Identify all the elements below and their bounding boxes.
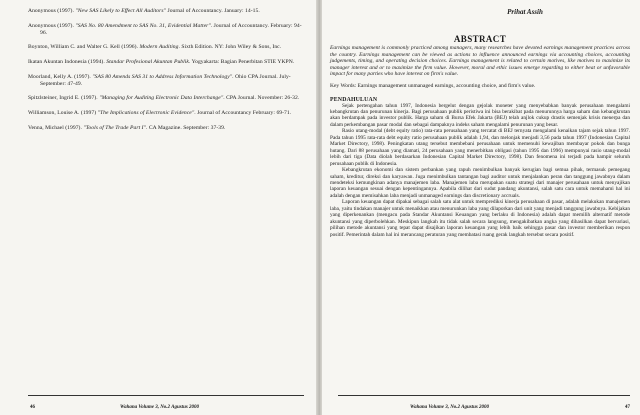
body-paragraph: Laporan keuangan dapat dipakai sebagai salah satu alat untuk memprediksi kinerja perusahaan di pasar, adalah melakukan manajemen laba, yaitu tindakan manajer untuk menaikkan atau menurunkan laba yang dilaporkan dari unit yang menjadi tanggung jawabnya. Kebijakan yang diperkenankan (mengacu pada Standar Akuntansi Keuangan yang berlaku di Indonesia) adalah dapat memilih alternatif metode akuntansi yang diperbolehkan. Meskipun langkah itu tidak salah secara langsung, mengakibatkan angka yang dihasilkan dapat bervariasi, pilihan metode akuntansi yang tepat dapat disajikan laporan keuangan yang lebih baik sehingga pasar dan investor memberikan respon positif. Pemerintah dalam hal ini merancang peraturan yang membatasi ruang gerak langkah tersebut secara positif. [330,199,630,238]
body-paragraph: Kebangkrutan ekonomi dan sistem perbankan yang rapuh menimbulkan banyak kerugian bagi semua pihak, termasuk pemegang saham, kreditur, direksi dan karyawan. Juga menimbulkan tantangan bagi auditor untuk menjalankan peran dan tanggung jawabnya dalam mendeteksi kemungkinan adanya manajemen laba. Manajemen laba merupakan suatu strategi dari manajer perusahaan untuk menyajikan laporan keuangan sesuai dengan kepentingannya. Apabila dilihat dari sudut pandang akuntansi, salah satu cara untuk memahami hal ini adalah dengan memisahkan laba menjadi unmanaged earnings dan discretionary accruals. [330,167,630,199]
journal-footer-right: Wahana Volume 3, No.2 Agustus 2000 [410,405,490,410]
abstract-text: Earnings management is commonly practiced among managers, many researches have devoted earnings management practices across the country. Earnings management can be viewed as actions to influence announced earnings via accounting choices, accounting judgements, timing, and operating decision choices. Earnings management is related to certain motives, like motives to maximize its manager interest and or to maximize the firm value. However, moral and ethic issues emerge regarding to either beat or unfavorable impact for many parties who have interest on firm's value. [330,45,630,78]
reference-item: Venna, Michael (1997). "Tools of The Trade Part I". CA Magazine. September: 37-39. [28,124,226,131]
right-page [322,0,640,415]
reference-item: Anonymous (1997). "New SAS Likely to Effect All Auditors" Journal of Accountancy. January: 14-15. [28,8,260,14]
running-header-author: Prihat Assih [507,8,543,16]
abstract-heading: ABSTRACT [453,34,507,44]
section-heading: PENDAHULUAN [330,96,378,103]
left-page [0,0,318,415]
page-number-right: 47 [625,405,630,410]
body-paragraph: Sejak pertengahan tahun 1997, Indonesia bergelut dengan gejolak moneter yang menyebabkan banyak perusahaan mengalami kebangkrutan dan penurunan kinerja. Bagi perusahaan publik peristiwa ini bisa berakibat pada menurunnya harga saham dan kebangkrutan akan berdampak pada investor publik. Harga saham di Bursa Efek Jakarta (BEJ) telah anjlok cukup drastis semenjak krisis menerpa dan dalam perkembangan pasar modal dan sebagai dampaknya indeks saham mengalami penurunan yang besar. [330,102,630,128]
reference-item: Moorland, Kelly A. (1997). "SAS 80 Amends SAS 31 to Address Information Technology". Ohio CPA Journal. July-September: 47-49. [28,73,291,87]
reference-item: Ikatan Akuntan Indonesia (1994). Standar Profesional Akuntan Publik. Yogyakarta: Bagian Penerbitan STIE YKPN. [28,58,295,65]
reference-item: Boynton, William C. and Walter G. Kell (1996). Modern Auditing. Sixth Edition. NY: John Wiley & Sons, Inc. [28,44,282,51]
keywords: Key Words: Earnings management unmanaged earnings, accounting choice, and firm's value. [330,82,536,89]
body-paragraph: Rasio utang-modal (debt equity ratio) rata-rata perusahaan yang tercatat di BEJ ternyata mengalami kenaikan tajam sejak tahun 1997. Pada tahun 1995 rata-rata debt equity ratio perusahaan publik adalah 1,94, dan melonjak menjadi 3,56 pada tahun 1997 (Indonesian Capital Market Directory, 1998). Peningkatan utang tersebut membebani perusahaan untuk memenuhi kewajiban membayar pokok dan bunga hutang. Dari 88 perusahaan yang diamati, 24 perusahaan yang menerbitkan obligasi (tahun 1995 dan 1996) mempunyai rasio utang-modal lebih dari tiga (Data diolah berdasarkan Indonesian Capital Market Directory, 1998). Dan fenomena ini terjadi pada hampir seluruh perusahaan publik di Indonesia. [330,128,630,167]
journal-footer-left: Wahana Volume 3, No.2 Agustus 2000 [120,405,200,410]
reference-item: Spitzlsteiner, Ingrid E. (1997). "Managing for Auditing Electronic Data Interchange". CPA Journal. November: 26-32. [28,95,300,102]
reference-list [28,8,306,139]
reference-item: Anonymous (1997). "SAS No. 80 Amendment to SAS No. 31, Evidential Matter". Journal of Accountancy. February: 94-96. [28,22,302,36]
page-number-left: 46 [30,405,35,410]
article-body [330,8,630,238]
reference-item: Williamson, Louise A. (1997) "The Implications of Electronic Evidence". Journal of Accountancy February: 69-71. [28,109,292,116]
footer-rule-left [28,395,304,396]
footer-rule-right [338,395,630,396]
